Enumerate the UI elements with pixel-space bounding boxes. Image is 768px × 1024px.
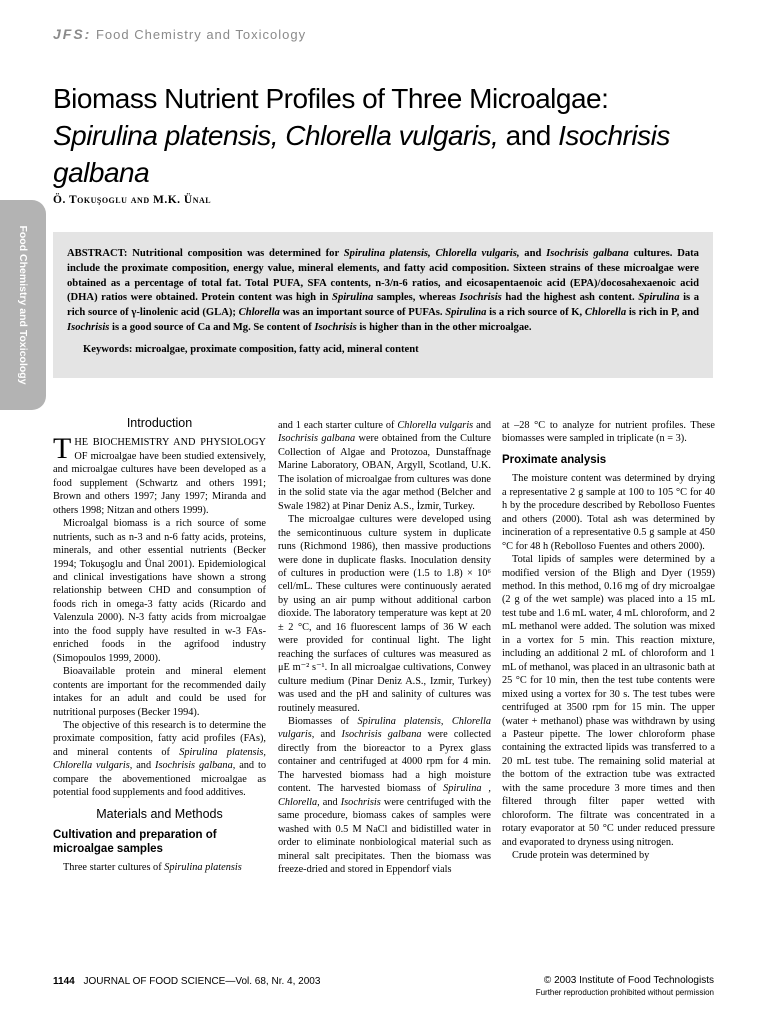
abstract-text: ABSTRACT: Nutritional composition was determined for Spirulina platensis, Chlorella vulgaris, and Isochrisis galbana cultures. Data include the proximate composition, energy value, mineral elements, and fatty acid composition. Sixteen strains of these microalgae were obtained as a percentage of total fat. Total PUFA, SFA contents, n-3/n-6 ratios, and eicosapentaenoic acid (EPA)/docosahexaenoic acid (DHA) ratios were obtained. Protein content was high in Spirulina samples, whereas Isochrisis had the highest ash content. Spirulina is a rich source of γ-linolenic acid (GLA); Chlorella was an important source of PUFAs. Spirulina is a rich source of K, Chlorella is rich in P, and Isochrisis is a good source of Ca and Mg. Se content of Isochrisis is higher than in the other microalgae. — [67, 248, 700, 333]
intro-paragraph-2: Microalgal biomass is a rich source of some nutrients, such as n-3 and n-6 fatty acids, proteins, minerals, and other essential nutrients (Becker 1994; Tokuşoglu and Ünal 2001). Epidemiological and clinical investigations have shown a strong relationship between CHD and consumption of foods rich in omega-3 fatty acids (Ricardo and Valenzula 2000). N-3 fatty acids from microalgae into the food supply have resulted in w-3 FAs- enriched foods in the agrifood industry (Simopoulos 1999, 2000). — [53, 518, 266, 664]
article-title — [53, 80, 693, 191]
intro-paragraph-3: Bioavailable protein and mineral element contents are important for the recommended daily intakes for an adult and could be used for nutritional purposes (Becker 1994). — [53, 666, 266, 718]
page-number: 1144 — [53, 976, 75, 987]
footer-left — [53, 976, 320, 987]
column-3 — [502, 419, 715, 863]
drop-cap: T — [53, 432, 72, 466]
reproduction-notice: Further reproduction prohibited without permission — [535, 988, 714, 997]
journal-abbr: JFS: — [53, 26, 92, 42]
proximate-analysis-subheading: Proximate analysis — [502, 453, 607, 466]
column-1 — [53, 417, 266, 875]
col2-paragraph-1: and 1 each starter culture of Chlorella vulgaris and Isochrisis galbana were obtained from the Culture Collection of Algae and Protozoa, Dunstaffnage Marine Laboratory, OBAN, Argyll, Scotland, U.K. The isolation of microalgae from cultures was done in the solid state via the agar method (Belcher and Swale 1982) at Pinar Deniz A.S., İzmir, Turkey. — [278, 420, 491, 512]
abstract-keywords: Keywords: microalgae, proximate composition, fatty acid, mineral content — [83, 344, 419, 355]
col2-paragraph-2: The microalgae cultures were developed using the semicontinuous culture system in duplicate runs (Richmond 1986), then massive productions were done in duplicate flasks. Inoculation density of cultures in production were (1.5 to 1.8) × 10⁶ cell/mL. These cultures were continuously aerated by using an air pump without additional carbon dioxide. The laboratory temperature was kept at 20 ± 2 °C, and 16 fluorescent lamps of 36 W each were provided for continual light. The light reaching the surfaces of cultures was measured as μE m⁻² s⁻¹. In all microalgae cultivations, Conwey culture medium (Pinar Deniz A.S., Izmir, Turkey) was used and the pH and salinity of cultures was routinely measured. — [278, 514, 491, 714]
journal-header — [53, 26, 306, 42]
section-side-tab — [0, 200, 46, 410]
col3-paragraph-2: The moisture content was determined by drying a representative 2 g sample at 100 to 105 °C for 40 h by the procedure described by Rebolloso Fuentes and others (2000). Total ash was determined by incineration of a representative 0.5 g sample at 450 °C for 48 h (Rebolloso Fuentes and others 2000). — [502, 473, 715, 552]
title-conj: and — [498, 120, 559, 151]
cultivation-subheading: Cultivation and preparation of microalgae samples — [53, 829, 217, 855]
intro-paragraph-4: The objective of this research is to determine the proximate composition, fatty acid profiles (FAs), and mineral contents of Spirulina platensis, Chlorella vulgaris, and Isochrisis galbana, and to compare the abovementioned microalgae as potential food supplements and food additives. — [53, 719, 266, 799]
cultivation-paragraph-start: Three starter cultures of Spirulina platensis — [63, 862, 242, 874]
col2-paragraph-3: Biomasses of Spirulina platensis, Chlorella vulgaris, and Isochrisis galbana were collected directly from the bioreactor to a Pyrex glass container and centrifuged at 4000 rpm for 4 min. The harvested biomass had a high moisture content. The harvested biomass of Spirulina , Chlorella, and Isochrisis were centrifuged with the same procedure, biomass cakes of samples were washed with 0.5 M NaCl and bidistilled water in order to eliminate nonbiological material such as mineral salt precipitates. Then the biomass was freeze-dried and stored in Eppendorf vials — [278, 715, 491, 875]
intro-paragraph-1: THE BIOCHEMISTRY AND PHYSIOLOGY OF microalgae have been studied extensively, and microalgae cultures have been developed as a food supplement (Schwartz and others 1991; Brown and others 1997; Jany 1997; Miranda and others 1998; Nitzan and others 1999). — [53, 432, 266, 516]
title-species-2: Isochrisis galbana — [53, 120, 670, 188]
abstract-box — [53, 232, 713, 378]
materials-methods-heading: Materials and Methods — [96, 806, 223, 821]
footer-journal: JOURNAL OF FOOD SCIENCE—Vol. 68, Nr. 4, 2003 — [83, 976, 321, 987]
column-2 — [278, 419, 491, 876]
copyright: © 2003 Institute of Food Technologists — [543, 975, 714, 986]
footer-right — [536, 975, 714, 997]
title-prefix: Biomass Nutrient Profiles of Three Microalgae: — [53, 83, 609, 114]
col3-paragraph-4: Crude protein was determined by — [512, 850, 650, 862]
journal-section: Food Chemistry and Toxicology — [95, 27, 307, 42]
col3-paragraph-1: at –28 °C to analyze for nutrient profiles. These biomasses were sampled in triplicate (n = 3). — [502, 420, 715, 445]
authors: Ö. Tokuşoglu and M.K. Ünal — [53, 194, 212, 206]
title-species-1: Spirulina platensis, Chlorella vulgaris, — [53, 120, 499, 151]
side-tab-label: Food Chemistry and Toxicology — [17, 225, 29, 385]
intro-heading: Introduction — [126, 416, 193, 430]
col3-paragraph-3: Total lipids of samples were determined by a modified version of the Bligh and Dyer (1959) method. In this method, 0.16 mg of dry microalgae (2 g of the wet sample) was placed into a 15 mL test tube and 1.6 mL water, 4 mL chloroform, and 2 mL methanol were added. The solution was mixed in a vortex for 5 min. This reaction mixture, including an additional 2 mL of chloroform and 1 mL of methanol, was placed in an ultrasonic bath at 25 °C for 10 min, then the test tube contents were mixed using a vortex for 30 s. The test tubes were centrifuged at 3500 rpm for 15 min. The upper (water + methanol) phase was withdrawn by using a Pasteur pipette. The lower chloroform phase containing the extracted lipids was transferred to a 20 mL test tube. The remaining solid material at the bottom of the extraction tube was extracted with the same procedure 3 more times and then filtered through filter paper wetted with chloroform. The filtrate was concentrated in a rotary evaporator at 50 °C under reduced pressure and evaporated to dryness using nitrogen. — [502, 554, 715, 848]
